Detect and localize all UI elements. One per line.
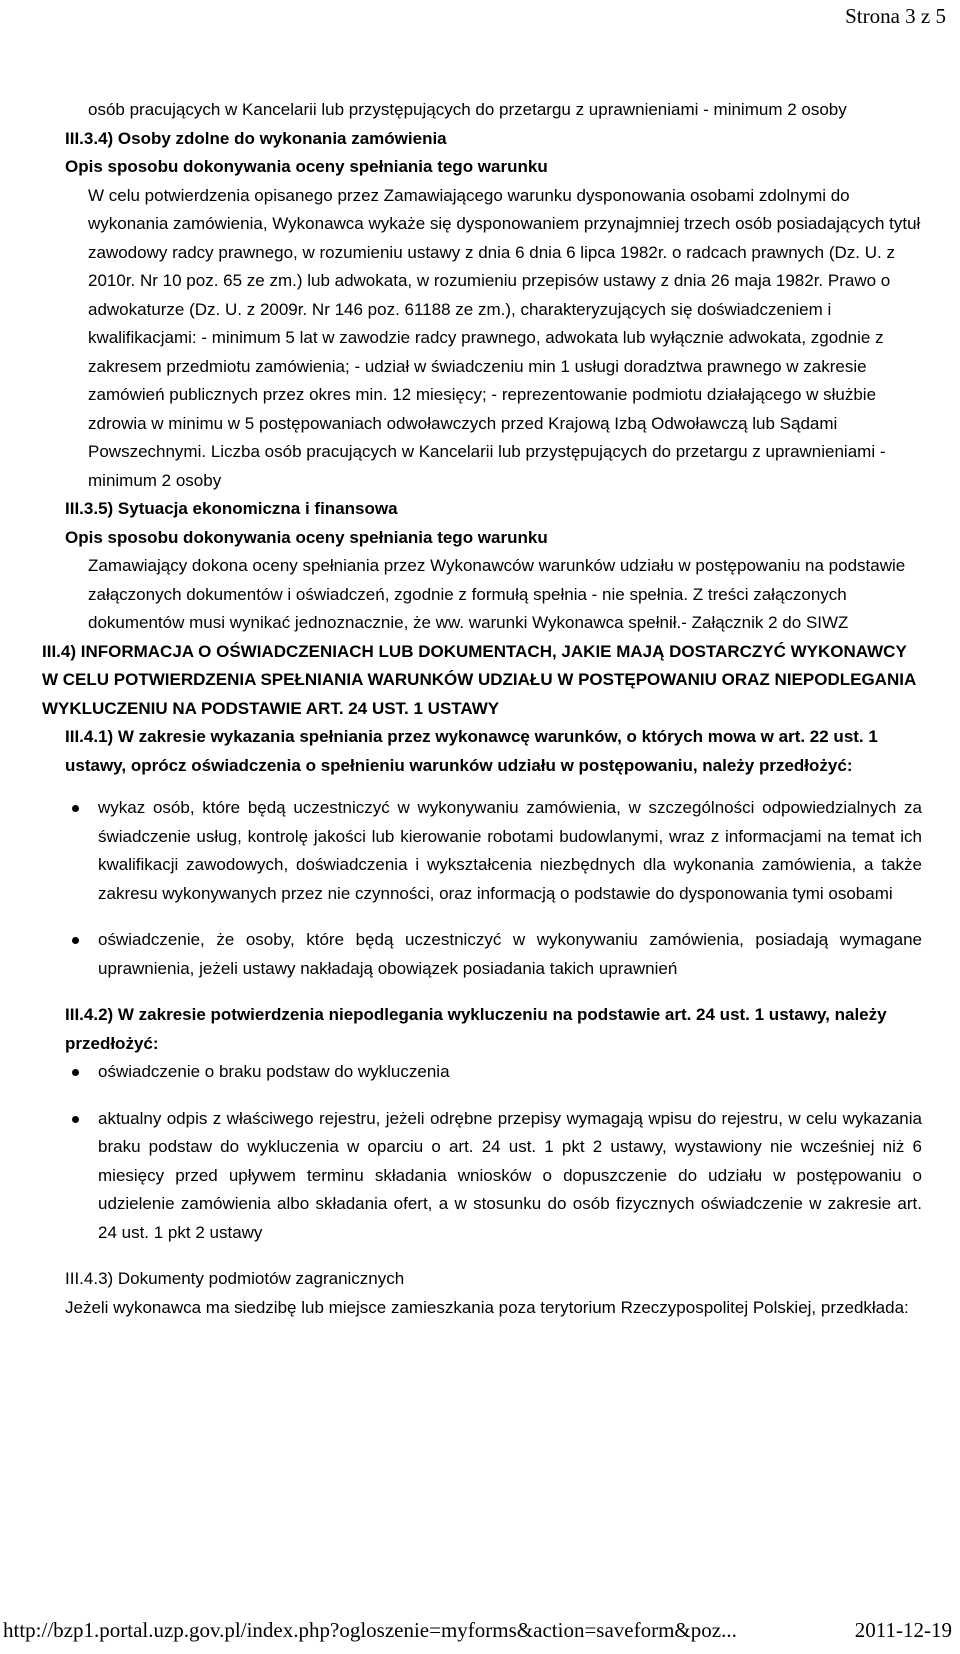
bullet-icon xyxy=(72,1069,79,1076)
heading-iii-4-1: III.4.1) W zakresie wykazania spełniania przez wykonawcę warunków, o których mowa w art. 22 ust. 1 ustawy, oprócz oświadczenia o spełnieniu warunków udziału w postępowaniu, należy przedłożyć: xyxy=(65,727,878,775)
heading-iii-4-2: III.4.2) W zakresie potwierdzenia niepodlegania wykluczeniu na podstawie art. 24 ust. 1 ustawy, należy przedłożyć: xyxy=(65,1005,887,1053)
bullet-icon xyxy=(72,805,79,812)
paragraph-persons-count: osób pracujących w Kancelarii lub przystępujących do przetargu z uprawnieniami - minimum 2 osoby xyxy=(88,100,847,119)
bullet-icon xyxy=(72,937,79,944)
footer-date: 2011-12-19 xyxy=(854,1618,952,1642)
page-number: Strona 3 z 5 xyxy=(845,4,946,28)
document-body xyxy=(0,96,960,1322)
bullet-icon xyxy=(72,1116,79,1123)
list-item xyxy=(0,794,960,908)
list-item-text: oświadczenie, że osoby, które będą uczestniczyć w wykonywaniu zamówienia, posiadają wymagane uprawnienia, jeżeli ustawy nakładają obowiązek posiadania takich uprawnień xyxy=(98,930,922,978)
list-item xyxy=(0,926,960,983)
footer-url: http://bzp1.portal.uzp.gov.pl/index.php?ogloszenie=myforms&action=saveform&poz... xyxy=(3,1618,737,1642)
heading-iii-3-5: III.3.5) Sytuacja ekonomiczna i finansowa xyxy=(65,499,398,518)
heading-iii-4: III.4) INFORMACJA O OŚWIADCZENIACH LUB DOKUMENTACH, JAKIE MAJĄ DOSTARCZYĆ WYKONAWCY W CELU POTWIERDZENIA SPEŁNIANIA WARUNKÓW UDZIAŁU W POSTĘPOWANIU ORAZ NIEPODLEGANIA WYKLUCZENIU NA PODSTAWIE ART. 24 UST. 1 USTAWY xyxy=(42,641,916,718)
list-item-text: aktualny odpis z właściwego rejestru, jeżeli odrębne przepisy wymagają wpisu do rejestru, w celu wykazania braku podstaw do wykluczenia w oparciu o art. 24 ust. 1 pkt 2 ustawy, wystawiony nie wcześniej niż 6 miesięcy przed upływem terminu składania wniosków o dopuszczenie do udziału w postępowaniu o udzielenie zamówienia albo składania ofert, a w stosunku do osób fizycznych oświadczenie w zakresie art. 24 ust. 1 pkt 2 ustawy xyxy=(98,1108,922,1242)
list-item-text: oświadczenie o braku podstaw do wykluczenia xyxy=(98,1062,450,1081)
heading-iii-4-3: III.4.3) Dokumenty podmiotów zagranicznych xyxy=(65,1269,405,1288)
list-item xyxy=(0,1105,960,1248)
heading-assessment-method: Opis sposobu dokonywania oceny spełniania tego warunku xyxy=(65,157,548,176)
list-item xyxy=(0,1058,960,1087)
list-item-text: wykaz osób, które będą uczestniczyć w wykonywaniu zamówienia, w szczególności odpowiedzialnych za świadczenie usług, kontrolę jakości lub kierowanie robotami budowlanymi, wraz z informacjami na temat ich kwalifikacji zawodowych, doświadczenia i wykształcenia niezbędnych dla wykonania zamówienia, a także zakresu wykonywanych przez nie czynności, oraz informacją o podstawie do dysponowania tymi osobami xyxy=(98,798,922,903)
page-footer xyxy=(3,1618,952,1643)
heading-assessment-method-2: Opis sposobu dokonywania oceny spełniania tego warunku xyxy=(65,527,548,547)
paragraph-foreign-entities: Jeżeli wykonawca ma siedzibę lub miejsce zamieszkania poza terytorium Rzeczypospolitej Polskiej, przedkłada: xyxy=(65,1297,909,1317)
paragraph-personnel-requirements: W celu potwierdzenia opisanego przez Zamawiającego warunku dysponowania osobami zdolnymi do wykonania zamówienia, Wykonawca wykaże się dysponowaniem przynajmniej trzech osób posiadających tytuł zawodowy radcy prawnego, w rozumieniu ustawy z dnia 6 dnia 6 lipca 1982r. o radcach prawnych (Dz. U. z 2010r. Nr 10 poz. 65 ze zm.) lub adwokata, w rozumieniu przepisów ustawy z dnia 26 maja 1982r. Prawo o adwokaturze (Dz. U. z 2009r. Nr 146 poz. 61188 ze zm.), charakteryzujących się doświadczeniem i kwalifikacjami: - minimum 5 lat w zawodzie radcy prawnego, adwokata lub wyłącznie adwokata, zgodnie z zakresem przedmiotu zamówienia; - udział w świadczeniu min 1 usługi doradztwa prawnego w zakresie zamówień publicznych przez okres min. 12 miesięcy; - reprezentowanie podmiotu działającego w służbie zdrowia w minimu w 5 postępowaniach odwoławczych przed Krajową Izbą Odwoławczą lub Sądami Powszechnymi. Liczba osób pracujących w Kancelarii lub przystępujących do przetargu z uprawnieniami - minimum 2 osoby xyxy=(88,185,921,490)
paragraph-economic-assessment: Zamawiający dokona oceny spełniania przez Wykonawców warunków udziału w postępowaniu na podstawie załączonych dokumentów i oświadczeń, zgodnie z formułą spełnia - nie spełnia. Z treści załączonych dokumentów musi wynikać jednoznacznie, że ww. warunki Wykonawca spełnił.- Załącznik 2 do SIWZ xyxy=(88,556,906,632)
heading-iii-3-4: III.3.4) Osoby zdolne do wykonania zamówienia xyxy=(65,128,447,148)
